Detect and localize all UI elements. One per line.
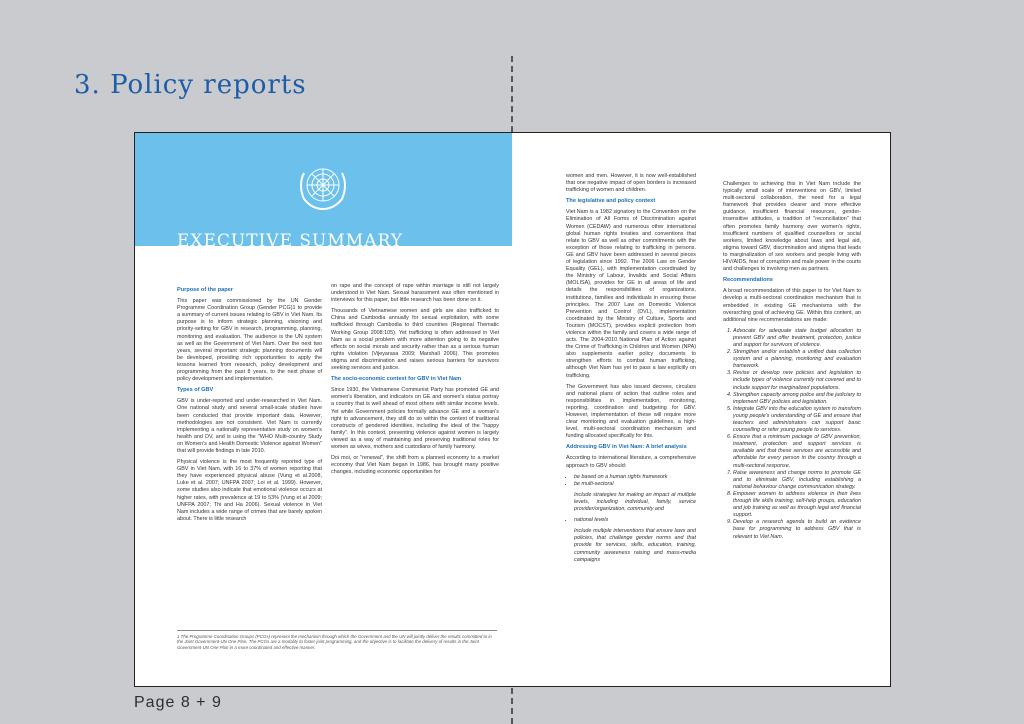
paragraph: on rape and the concept of rape within marriage is still not largely understood in Viet Nam. Sexual harassment was often mentioned in interviews for this paper, but little research has been done on it. [331,283,499,304]
column-3 [566,173,696,568]
list-subtext: Include strategies for making an impact at multiple levels, including individual, family, service provider/organization, community and [574,491,696,513]
list-subtext: Include multiple interventions that ensure laws and policies, that challenge gender norms and that provide for services, skills, education, training, community awareness raising and mass-media campaigns [574,528,696,563]
un-emblem-icon [290,163,356,213]
list-item: 5. Integrate GBV into the education system to transform young people's understanding of GE and ensure that teachers and administrators can support basic counselling or refer young people to services. [733,406,861,434]
paragraph: Physical violence is the most frequently reported type of GBV in Viet Nam, with 16 to 37% of women reporting that they have experienced physical abuse (Vung et al.2008, Luke et al. 2007; UNFPA 2007; Loi et al. 1999). However, some studies also indicate that emotional violence occurs at higher rates, with prevalence at 19 to 53% (Vung et al 2009; UNFPA 2007; Thi and Ha 2006). Sexual violence in Viet Nam includes a wide range of crimes that are barely spoken about. There is little research [177,459,322,522]
heading-types-of-gbv: Types of GBV [177,387,214,394]
paragraph: women and men. However, it is now well-established that one negative impact of open borders is increased trafficking of women and children. [566,173,696,194]
footnote: 1 The Programme Coordination Groups (PCGs) represent the mechanism through which the Government and the UN will jointly deliver the results committed to in the Joint Government-UN One Plan. The PCGs are a modality to foster joint programming, and the objective is to facilitate the delivery of results in the Joint Government-UN One Plan in a more coordinated and effective manner. [177,630,497,650]
list-item: • be multi-sectoral [574,481,696,488]
paragraph: The Government has also issued decrees, circulars and national plans of action that outline roles and responsibilities in implementation, monitoring, reporting, coordination and budgeting for GBV. However, implementation of these will require more clear monitoring and evaluation guidelines, a high-level, multi-sectoral coordination mechanism and funding allocated specifically for this. [566,383,696,440]
approach-list [566,474,696,488]
list-item: 8. Empower women to address violence in their lives through life skills training, self-help groups, education and job training as well as through legal and financial support. [733,491,861,519]
approach-list-cont [566,517,696,524]
heading-legislative: The legislative and policy context [566,198,656,205]
column-2 [331,283,499,480]
heading-recommendations: Recommendations [723,277,774,284]
paragraph: Thousands of Vietnamese women and girls are also trafficked to China and Cambodia annually for sexual exploitation, with some trafficked through Cambodia to third countries (Regional Thematic Working Group 2008:105). Yet trafficking is often addressed in Viet Nam as a social problem with more attention going to its negative effects on social morals and security rather than as a serious human rights violation (Vijeyarasa 2009; Marshall 2006). This promotes stigma and discrimination and raises serious barriers for survivors seeking services and justice. [331,308,499,372]
list-item: 3. Revise or develop new policies and legislation to include types of violence currently not covered and to include support for marginalized populations. [733,370,861,391]
document-spread [134,132,891,687]
column-1 [177,283,322,527]
paragraph: Since 1930, the Vietnamese Communist Party has promoted GE and women's liberation, and indicators on GE and women's status portray a country that is well ahead of most others with similar income levels. Yet while Government policies formally advance GE and a woman's right to advancement, they still do so within the context of traditional constructs of gendered identities, including the ideal of the "happy family". In this context, preventing violence against women is largely viewed as a way of maintaining and preserving traditional roles for women as wives, mothers and custodians of family harmony. [331,387,499,450]
list-item: 7. Raise awareness and change norms to promote GE and to eliminate GBV, including establishing a national behaviour change communication strategy. [733,470,861,491]
list-item: • national levels [574,517,696,524]
page-number: Page 8 + 9 [134,694,222,711]
paragraph: A broad recommendation of this paper is for Viet Nam to develop a multi-sectoral coordination mechanism that is embedded in existing GE mechanisms with the overarching goal of achieving GE. Within this content, an additional nine recommendations are made: [723,288,861,323]
heading-purpose: Purpose of the paper [177,287,233,293]
column-4 [723,181,861,541]
paragraph: GBV is under-reported and under-researched in Viet Nam. One national study and several small-scale studies have been conducted that provide important data. However, methodologies are not consistent. Viet Nam is currently implementing a nationally representative study on women's health and DV, and is using the "WHO Multi-country Study on Women's and Health Domestic Violence against Women" that will provide findings in late 2010. [177,398,322,454]
list-item: 2. Strengthen and/or establish a unified data collection system and a planning, monitoring and evaluation framework. [733,349,861,370]
banner-title: EXECUTIVE SUMMARY [177,231,403,251]
paragraph: Challenges to achieving this in Viet Nam include the typically small scale of interventions on GBV, limited multi-sectoral collaboration, the need for a legal framework that provides clearer and more effective guidance, insufficient financial resources, gender-insensitive attitudes, a tradition of "reconciliation" that often promotes family harmony over women's rights, insufficient numbers of qualified counsellors or social workers, limited knowledge about laws and legal aid, stigma toward GBV, discrimination and stigma that leads to marginalization of sex workers and people living with HIV/AIDS, fear of corruption and male power in the courts and challenges to involving men as partners. [723,181,861,273]
paragraph: According to international literature, a comprehensive approach to GBV should: [566,455,696,469]
paragraph: Viet Nam is a 1982 signatory to the Convention on the Elimination of All Forms of Discrimination against Women (CEDAW) and numerous other international global human rights treaties and conventions that relate to GBV as well as other commitments with the exception of those relating to trafficking in persons. GE and GBV have been addressed in several pieces of legislation since 1992. The 2006 Law on Gender Equality (GEL), with implementation coordinated by the Ministry of Labour, Invalids and Social Affairs (MOLISA), provides for GE in all areas of life and details the responsibilities of organizations, institutions, families and individuals in ensuring these principles. The 2007 Law on Domestic Violence Prevention and Control (DVL), implementation coordinated by the Ministry of Culture, Sports and Tourism (MOCST), provides explicit protection from violence within the family and covers a wide range of acts. The 2004-2010 National Plan of Action against the Crime of Trafficking in Children and Women (NPA) also supplements earlier policy documents to strengthen efforts to combat human trafficking, although Viet Nam has yet to pass a law explicitly on trafficking. [566,209,696,379]
list-item: 4. Strengthen capacity among police and the judiciary to implement GBV policies and legislation. [733,392,861,406]
list-item: • be based on a human rights framework [574,474,696,481]
paragraph: Doi moi, or "renewal", the shift from a planned economy to a market economy that Viet Nam began in 1986, has brought many positive changes, including economic opportunities for [331,455,499,476]
list-item: 9. Develop a research agenda to build an evidence base for programming to address GBV that is relevant to Viet Nam. [733,519,861,540]
heading-socio-economic: The socio-economic context for GBV in Viet Nam [331,376,462,383]
paragraph: This paper was commissioned by the UN Gender Programme Coordination Group (Gender PCG)1 to provide a summary of current issues relating to GBV in Viet Nam. Its purpose is to inform strategic planning, visioning and priority-setting for GBV in research, programming, planning, monitoring and evaluation. The audience is the UN system as well as the Government of Viet Nam. Over the next two years, several important strategic planning documents will be developed, providing rich opportunities to apply the lessons learned from research, policy development and programming from the past 8 years, to the next phase of policy development and implementation. [177,298,322,383]
page-heading: 3. Policy reports [74,70,307,100]
recommendations-list [723,328,861,541]
heading-addressing-gbv: Addressing GBV in Viet Nam: A brief analysis [566,444,687,451]
list-item: 6. Ensure that a minimum package of GBV prevention, treatment, protection and support services is available and that these services are accessible and affordable for every person in the country through a multi-sectoral response. [733,434,861,469]
list-item: 1. Advocate for adequate state budget allocation to prevent GBV and offer treatment, protection, justice and support for survivors of violence. [733,328,861,349]
